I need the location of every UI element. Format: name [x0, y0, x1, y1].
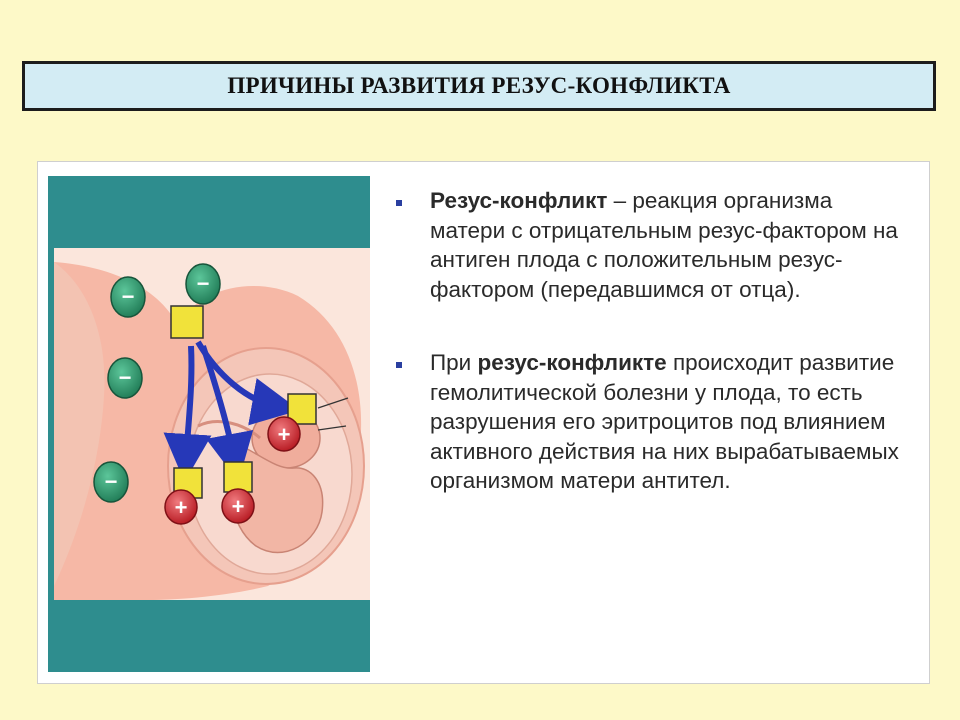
antibody-minus-3: [108, 358, 142, 398]
bold-term: резус-конфликте: [477, 350, 667, 375]
consequence-rest: происходит развитие гемолитической болезни у плода, то есть разрушения его эритроцитов под влиянием активного действия на них вырабатываемых организмом матери антител.: [430, 350, 899, 493]
bullet-square-icon: [396, 200, 402, 206]
bullet-item-definition: [396, 186, 906, 304]
antibody-minus-2: [186, 264, 220, 304]
title-banner: [22, 61, 936, 111]
content-panel: [37, 161, 930, 684]
svg-text:−: −: [118, 365, 132, 390]
fetal-cell-plus-3: [222, 489, 254, 523]
bullet-item-consequence: [396, 348, 906, 496]
pregnancy-diagram: [48, 176, 370, 672]
bullet-square-icon: [396, 362, 402, 368]
bold-term: Резус-конфликт: [430, 188, 608, 213]
svg-text:+: +: [231, 494, 245, 519]
antibody-minus-4: [94, 462, 128, 502]
antigen-square-source: [171, 306, 203, 338]
svg-text:−: −: [104, 469, 118, 494]
slide-title: ПРИЧИНЫ РАЗВИТИЯ РЕЗУС-КОНФЛИКТА: [227, 73, 731, 98]
bullet-text-1: [430, 186, 906, 304]
bullet-text-2: [430, 348, 906, 496]
svg-text:−: −: [121, 284, 135, 309]
antigen-square-right: [224, 462, 252, 492]
definition-text: [396, 186, 906, 540]
svg-text:+: +: [174, 495, 188, 520]
fetal-cell-plus-1: [268, 417, 300, 451]
fetal-cell-plus-2: [165, 490, 197, 524]
definition-rest: – реакция организма матери с отрицательным резус-фактором на антиген плода с положительным резус-фактором (передавшимся от отца).: [430, 188, 898, 302]
antibody-minus-1: [111, 277, 145, 317]
consequence-lead: При: [430, 350, 478, 375]
rh-conflict-illustration: [48, 176, 370, 672]
svg-text:+: +: [277, 422, 291, 447]
svg-text:−: −: [196, 271, 210, 296]
